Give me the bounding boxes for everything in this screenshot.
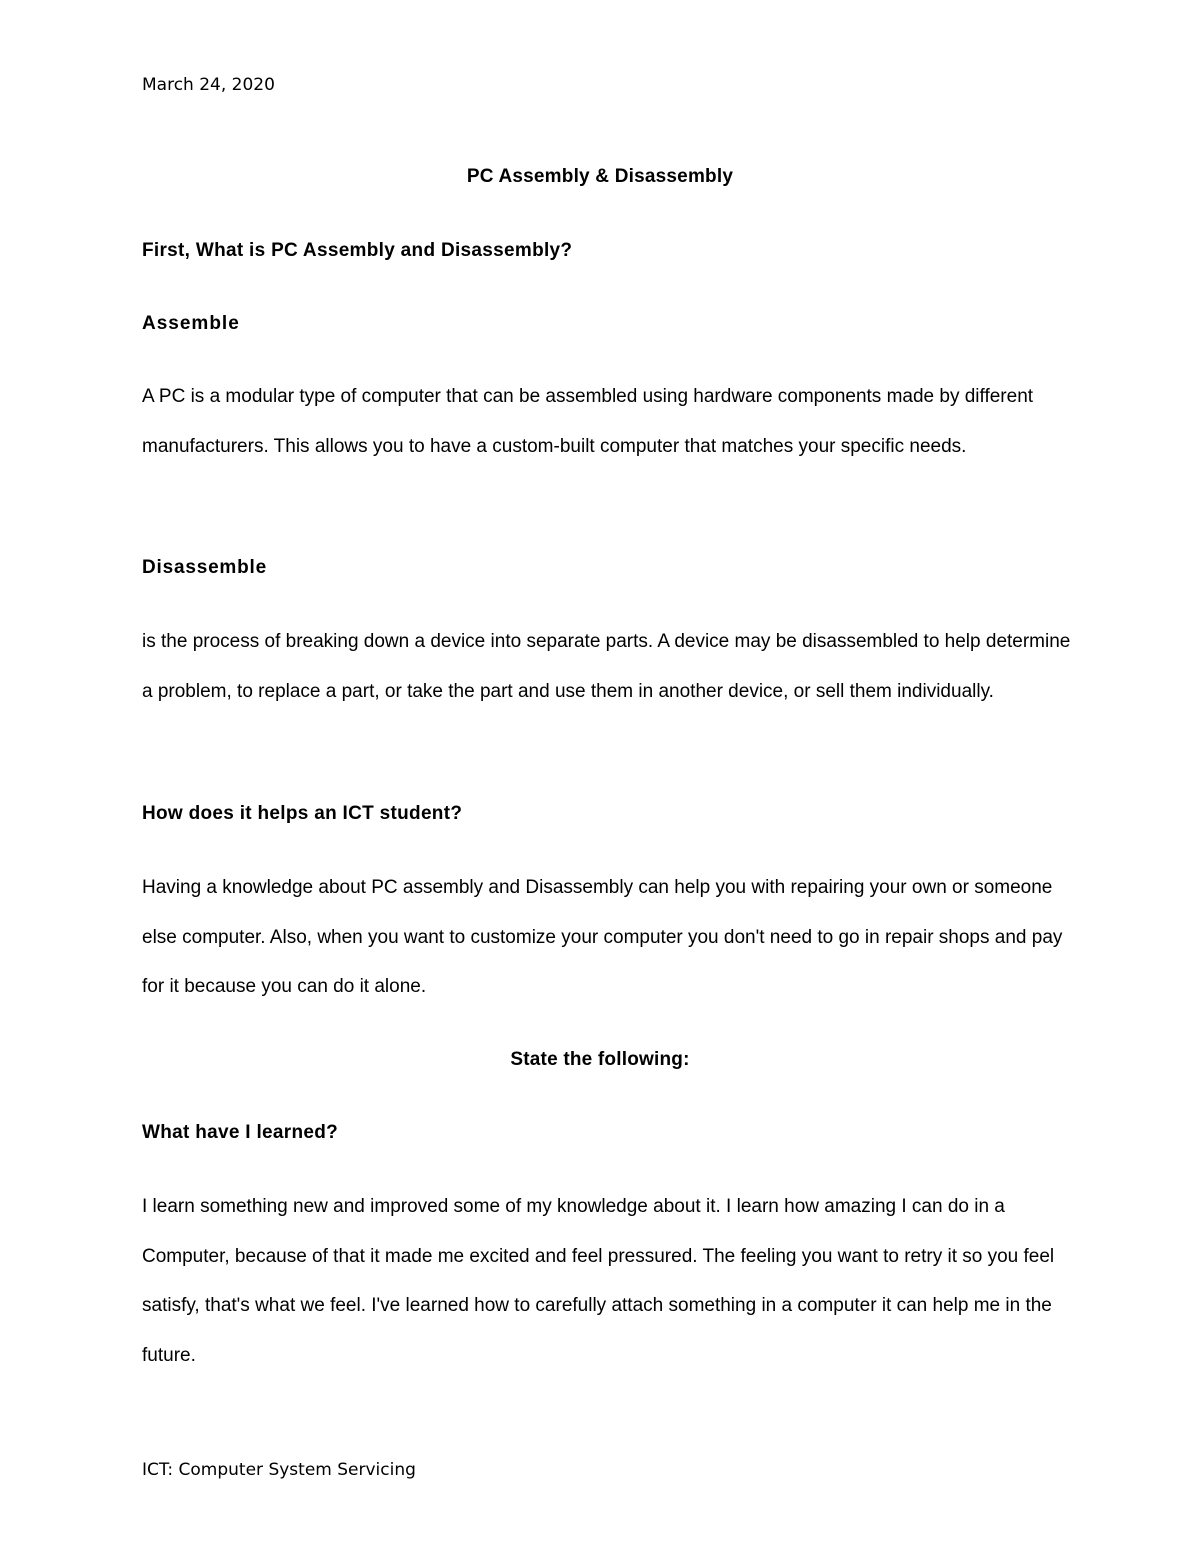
footer-text: ICT: Computer System Servicing	[142, 1460, 416, 1480]
assemble-heading: Assemble	[142, 313, 240, 334]
header-date: March 24, 2020	[142, 75, 275, 95]
learned-paragraph: I learn something new and improved some of my knowledge about it. I learn how amazing I can do in a Computer, because of that it made me excited and feel pressured. The feeling you want to retry it so you feel satisfy, that's what we feel. I've learned how to carefully attach something in a computer it can help me in the future.	[142, 1196, 1055, 1366]
state-heading: State the following:	[510, 1049, 690, 1070]
disassemble-paragraph: is the process of breaking down a device into separate parts. A device may be disassembled to help determine a problem, to replace a part, or take the part and use them in another device, or sell them individually.	[142, 631, 1071, 702]
ict-paragraph: Having a knowledge about PC assembly and Disassembly can help you with repairing your own or someone else computer. Also, when you want to customize your computer you don't need to go in repair shops and pay for it because you can do it alone.	[142, 877, 1063, 997]
disassemble-heading: Disassemble	[142, 557, 267, 578]
learned-heading: What have I learned?	[142, 1122, 339, 1143]
assemble-paragraph: A PC is a modular type of computer that can be assembled using hardware components made by different manufacturers. This allows you to have a custom-built computer that matches your specific needs.	[142, 386, 1034, 457]
document-title: PC Assembly & Disassembly	[466, 166, 734, 187]
ict-heading: How does it helps an ICT student?	[142, 803, 463, 824]
question-heading: First, What is PC Assembly and Disassembly?	[142, 240, 573, 261]
